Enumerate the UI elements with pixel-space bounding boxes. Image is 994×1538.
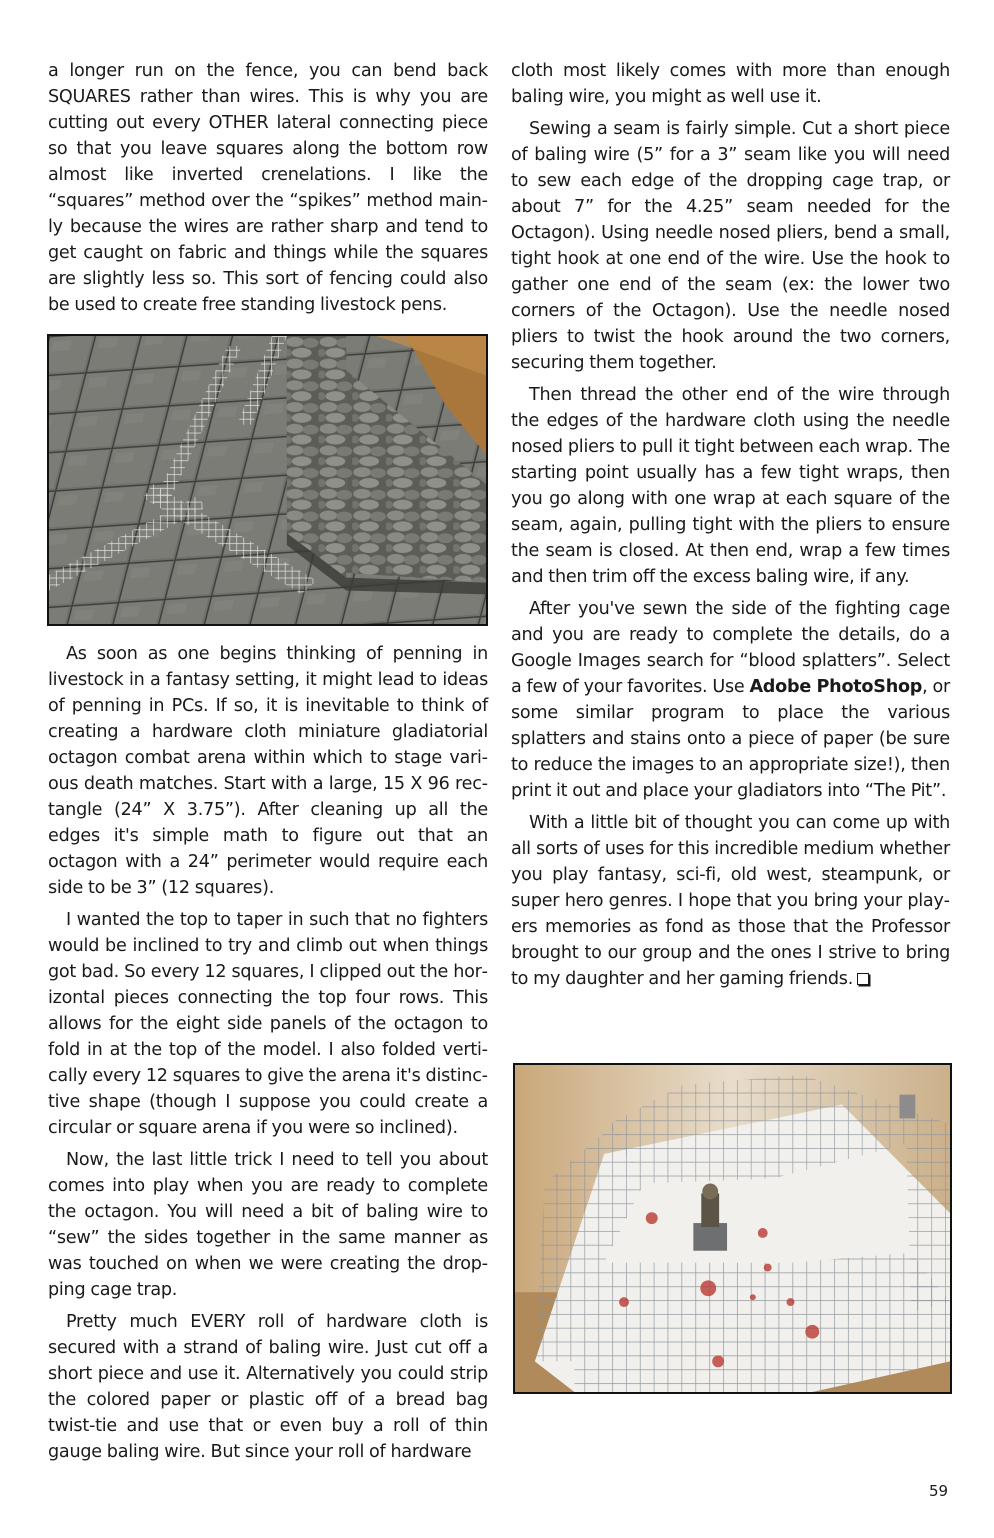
right-paragraph-4-text-a: After you've sewn the side of the fighting cage and you are ready to complete the details, do a Google Images search for “blood splatters”. Select a few of your favorites. Use	[511, 599, 950, 697]
left-paragraph-2: As soon as one begins thinking of penning in livestock in a fantasy setting, it might lead to ideas of penning in PCs. If so, it is inevitable to think of creating a hardware cloth miniature gladiatorial octagon combat arena within which to stage various death matches. Start with a large, 15 X 96 rectangle (24” X 3.75”). After cleaning up all the edges it's simple math to figure out that an octagon with a 24” perimeter would require each side to be 3” (12 squares).	[48, 644, 488, 898]
left-paragraph-1: a longer run on the fence, you can bend back SQUARES rather than wires. This is why you are cutting out every OTHER lateral connecting piece so that you leave squares along the bottom row almost like inverted crenelations. I like the “squares” method over the “spikes” method mainly because the wires are rather sharp and tend to get caught on fabric and things while the squares are slightly less so. This sort of fencing could also be used to create free standing livestock pens.	[48, 61, 488, 315]
right-paragraph-1: cloth most likely comes with more than enough baling wire, you might as well use it.	[511, 61, 950, 107]
end-of-article-box-icon	[857, 973, 869, 985]
right-paragraph-5	[511, 810, 950, 992]
right-paragraph-5-text: With a little bit of thought you can come up with all sorts of uses for this incredible medium whether you play fantasy, sci-fi, old west, steampunk, or super hero genres. I hope that you bring your players memories as fond as those that the Professor brought to our group and the ones I strive to bring to my daughter and her gaming friends.	[511, 813, 950, 989]
right-paragraph-4-text-b: , or some similar program to place the various splatters and stains onto a piece of paper (be sure to reduce the images to an appropriate size!), then print it out and place your gladiators into “The Pit”.	[511, 677, 950, 801]
right-paragraph-2: Sewing a seam is fairly simple. Cut a short piece of baling wire (5” for a 3” seam like you will need to sew each edge of the dropping cage trap, or about 7” for the 4.25” seam needed for the Octagon). Using needle nosed pliers, bend a small, tight hook at one end of the wire. Use the hook to gather one end of the seam (ex: the lower two corners of the Octagon). Use the needle nosed pliers to twist the hook around the two corners, securing them together.	[511, 119, 950, 373]
right-paragraph-3: Then thread the other end of the wire through the edges of the hardware cloth using the needle nosed pliers to pull it tight between each wrap. The starting point usually has a few tight wraps, then you go along with one wrap at each square of the seam, again, pulling tight with the pliers to ensure the seam is closed. At then end, wrap a few times and then trim off the excess baling wire, if any.	[511, 385, 950, 587]
left-column	[48, 58, 488, 318]
page-number: 59	[929, 1482, 949, 1500]
left-column-lower	[48, 641, 488, 1465]
right-column	[511, 58, 950, 992]
right-paragraph-4	[511, 596, 950, 804]
wire-fence-dungeon-photo	[47, 334, 488, 626]
octagon-arena-photo	[513, 1063, 952, 1394]
left-paragraph-3: I wanted the top to taper in such that no fighters would be inclined to try and climb out when things got bad. So every 12 squares, I clipped out the horizontal pieces connecting the top four rows. This allows for the eight side panels of the octagon to fold in at the top of the model. I also folded vertically every 12 squares to give the arena it's distinctive shape (though I suppose you could create a circular or square arena if you were so inclined).	[48, 910, 488, 1138]
left-paragraph-4: Now, the last little trick I need to tell you about comes into play when you are ready to complete the octagon. You will need a bit of baling wire to “sew” the sides together in the same manner as was touched on when we were creating the dropping cage trap.	[48, 1150, 488, 1300]
adobe-photoshop-bold: Adobe PhotoShop	[749, 677, 923, 697]
left-paragraph-5: Pretty much EVERY roll of hardware cloth is secured with a strand of baling wire. Just cut off a short piece and use it. Alternatively you could strip the colored paper or plastic off of a bread bag twist-tie and use that or even buy a roll of thin gauge baling wire. But since your roll of hardware	[48, 1312, 488, 1462]
